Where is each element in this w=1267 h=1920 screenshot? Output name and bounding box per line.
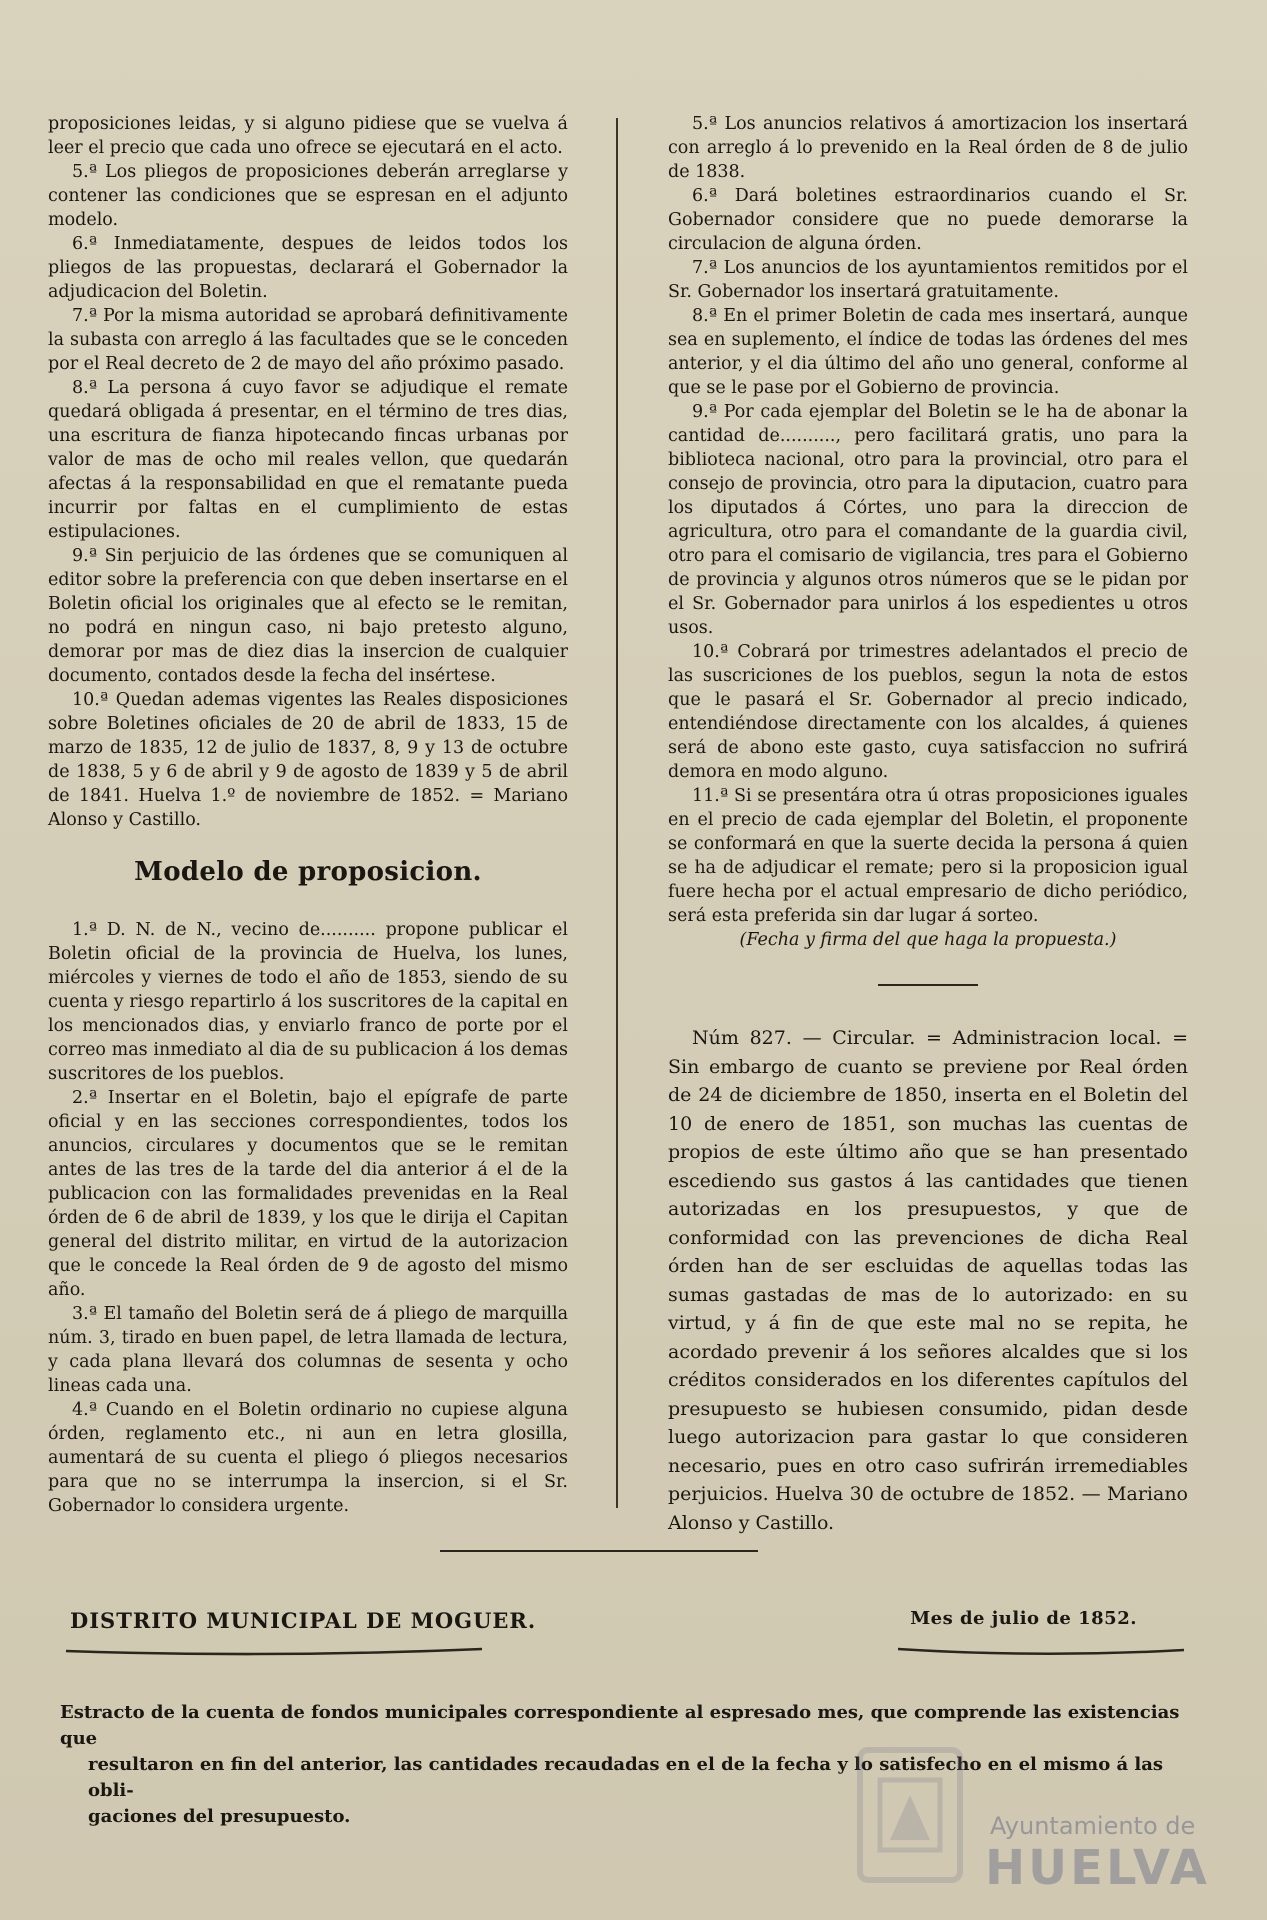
extract-line: Estracto de la cuenta de fondos municipales correspondiente al espresado mes, que comprende las existencias que [60,1702,1180,1749]
month-label: Mes de julio de 1852. [910,1608,1137,1629]
paragraph: 6.ª Inmediatamente, despues de leidos todos los pliegos de las propuestas, declarará el Gobernador la adjudicacion del Boletin. [48,234,568,302]
paragraph: 10.ª Quedan ademas vigentes las Reales disposiciones sobre Boletines oficiales de 20 de abril de 1833, 15 de marzo de 1835, 12 de julio de 1837, 8, 9 y 13 de octubre de 1838, 5 y 6 de abril y 9 de agosto de 1839 y 5 de abril de 1841. Huelva 1.º de noviembre de 1852. = Mariano Alonso y Castillo. [48,690,568,830]
column-divider [616,118,618,1508]
paragraph: 6.ª Dará boletines estraordinarios cuando el Sr. Gobernador considere que no puede demorarse la circulacion de alguna órden. [668,186,1188,254]
page-divider [440,1550,758,1552]
watermark-text: HUELVA [985,1840,1210,1896]
right-column [668,112,1188,1537]
extract-line: gaciones del presupuesto. [88,1806,351,1827]
paragraph: 5.ª Los pliegos de proposiciones deberán arreglarse y contener las condiciones que se espresan en el adjunto modelo. [48,162,568,230]
paragraph: 8.ª En el primer Boletin de cada mes insertará, aunque sea en suplemento, el índice de todas las órdenes del mes anterior, y el dia último del año uno general, conforme al que se le pase por el Gobierno de provincia. [668,306,1188,398]
paragraph: 7.ª Por la misma autoridad se aprobará definitivamente la subasta con arreglo á las facultades que se le conceden por el Real decreto de 2 de mayo del año próximo pasado. [48,306,568,374]
paragraph: 4.ª Cuando en el Boletin ordinario no cupiese alguna órden, reglamento etc., ni aun en letra glosilla, aumentará de su cuenta el pliego ó pliegos necesarios para que no se interrumpa la insercion, si el Sr. Gobernador lo considera urgente. [48,1400,568,1516]
paragraph: 8.ª La persona á cuyo favor se adjudique el remate quedará obligada á presentar, en el término de tres dias, una escritura de fianza hipotecando fincas urbanas por valor de mas de ocho mil reales vellon, que quedarán afectas á la responsabilidad en que el rematante pueda incurrir por faltas en el cumplimiento de estas estipulaciones. [48,378,568,542]
watermark-text: Ayuntamiento de [990,1812,1196,1840]
paragraph: Núm 827. — Circular. = Administracion local. = Sin embargo de cuanto se previene por Real órden de 24 de diciembre de 1850, inserta en el Boletin del 10 de enero de 1851, son muchas las cuentas de propios de este último año que se han presentado escediendo sus gastos á las cantidades que tienen autorizadas en los presupuestos, y que de conformidad con las prevenciones de dicha Real órden han de ser escluidas de aquellas todas las sumas gastadas de mas de lo autorizado: en su virtud, y á fin de que este mal no se repita, he acordado prevenir á los señores alcaldes que si los créditos considerados en los diferentes capítulos del presupuesto se hubiesen consumido, pidan desde luego autorizacion para gastar lo que consideren necesario, pues en otro caso sufrirán irremediables perjuicios. Huelva 30 de octubre de 1852. — Mariano Alonso y Castillo. [668,1027,1188,1534]
circular-827 [668,1024,1188,1537]
paragraph: 9.ª Por cada ejemplar del Boletin se le ha de abonar la cantidad de.........., pero facilitará gratis, uno para la biblioteca nacional, otro para la provincial, otro para el consejo de provincia, otro para la diputacion, cuatro para los diputados á Córtes, uno para la direccion de agricultura, otro para el comandante de la guardia civil, otro para el comisario de vigilancia, tres para el Gobierno de provincia y algunos otros números que se le pidan por el Sr. Gobernador para unirlos á los espedientes u otros usos. [668,402,1188,638]
paragraph: 1.ª D. N. de N., vecino de.......... propone publicar el Boletin oficial de la provincia de Huelva, los lunes, miércoles y viernes de todo el año de 1853, siendo de su cuenta y riesgo repartirlo á los suscritores de la capital en los mencionados dias, y enviarlo franco de porte por el correo mas inmediato al dia de su publicacion á los demas suscritores de los pueblos. [48,920,568,1084]
section-heading: Modelo de proposicion. [134,857,482,887]
paragraph: 10.ª Cobrará por trimestres adelantados el precio de las suscriciones de los pueblos, segun la nota de estos que le pasará el Sr. Gobernador al precio indicado, entendiéndose directamente con los alcaldes, á quienes será de abono este gasto, cuya satisfaccion no sufrirá demora en modo alguno. [668,642,1188,782]
paragraph: 7.ª Los anuncios de los ayuntamientos remitidos por el Sr. Gobernador los insertará gratuitamente. [668,258,1188,302]
paragraph: 2.ª Insertar en el Boletin, bajo el epígrafe de parte oficial y en las secciones correspondientes, todos los anuncios, circulares y documentos que se le remitan antes de las tres de la tarde del dia anterior á el de la publicacion con las formalidades prevenidas en la Real órden de 6 de abril de 1839, y los que le dirija el Capitan general del distrito militar, en virtud de la autorizacion que le concede la Real órden de 9 de agosto del mismo año. [48,1088,568,1300]
paragraph: 11.ª Si se presentára otra ú otras proposiciones iguales en el precio de cada ejemplar del Boletin, el proponente se conformará en que la suerte decida la persona á quien se ha de adjudicar el remate; pero si la proposicion igual fuere hecha por el actual empresario de dicho periódico, será esta preferida sin dar lugar á sorteo. [668,786,1188,926]
paragraph: 3.ª El tamaño del Boletin será de á pliego de marquilla núm. 3, tirado en buen papel, de letra llamada de lectura, y cada plana llevará dos columnas de sesenta y ocho lineas cada una. [48,1304,568,1396]
paragraph: proposiciones leidas, y si alguno pidiese que se vuelva á leer el precio que cada uno ofrece se ejecutará en el acto. [48,114,568,158]
section-divider [878,984,978,986]
extract-line: resultaron en fin del anterior, las cantidades recaudadas en el de la fecha y lo satisfecho en el mismo á las obli- [88,1754,1164,1801]
paragraph: 5.ª Los anuncios relativos á amortizacion los insertará con arreglo á lo prevenido en la Real órden de 8 de julio de 1838. [668,114,1188,182]
signature-line: (Fecha y firma del que haga la propuesta.) [739,930,1117,950]
left-column [48,112,568,1518]
ornamental-rule [64,1644,484,1658]
paragraph: 9.ª Sin perjuicio de las órdenes que se comuniquen al editor sobre la preferencia con que deben insertarse en el Boletin oficial los originales que al efecto se le remitan, no podrá en ningun caso, ni bajo pretesto alguno, demorar por mas de diez dias la insercion de cualquier documento, contados desde la fecha del insértese. [48,546,568,686]
district-title: DISTRITO MUNICIPAL DE MOGUER. [70,1608,537,1633]
ornamental-rule [896,1644,1186,1658]
